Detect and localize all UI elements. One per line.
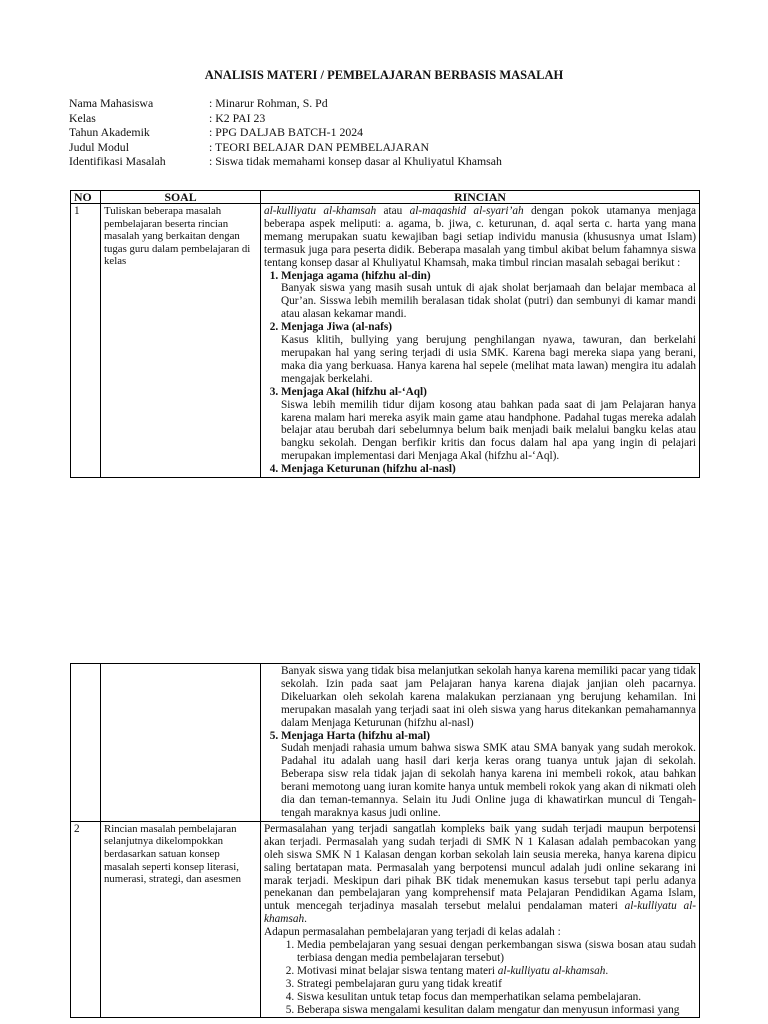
point-heading: Menjaga Jiwa (al-nafs) <box>281 321 393 334</box>
maqashid-list <box>264 730 696 820</box>
paragraph-text: . <box>304 913 307 926</box>
header-rincian: RINCIAN <box>261 191 700 204</box>
point-heading: Menjaga Akal (hifzhu al-‘Aql) <box>281 385 427 398</box>
info-label: Tahun Akademik <box>69 125 150 139</box>
paragraph-text: Permasalahan yang terjadi sangatlah kompleks baik yang sudah terjadi maupun berpotensi akan terjadi. Permasalah yang sudah terjadi di SMK N 1 Kalasan adalah pembacokan yang oleh siswa SMK N 1 Kalasan dengan korban sekolah lain seusia mereka, hanya karena dipicu saling bertatapan mata. Permasalah yang berpotensi muncul adalah judi online sekarang ini marak terjadi. Meskipun dari pihak BK tidak menemukan kasus tersebut tapi perlu adanya penekanan dan pembelajaran yang komprehensif mata Pelajaran Pendidikan Agama Islam, untuk mencegah terjadinya masalah tersebut melalui pendalaman materi <box>264 822 696 913</box>
student-info <box>69 96 502 169</box>
detail-cell <box>261 204 700 478</box>
point-desc: Kasus klitih, bullying yang berujung penghilangan nyawa, tawuran, dan berkelahi merupakan hal yang sering terjadi di usia SMK. Karena bagi mereka siapa yang berani, maka dia yang berkuasa. Hanya karena hal sepele (melihat mata lawan) mengira itu adalah mengajak berkelahi. <box>281 334 696 385</box>
list-item <box>281 386 696 463</box>
intro-term: al-kulliyatu al-khamsah <box>264 205 377 217</box>
list-item: 5. Beberapa siswa mengalami kesulitan dalam mengatur dan menyusun informasi yang <box>297 1004 696 1017</box>
info-label: Identifikasi Masalah <box>69 154 166 168</box>
header-no: NO <box>71 191 101 204</box>
row-number <box>71 664 101 822</box>
item-text: . <box>605 964 609 977</box>
info-row-year <box>69 125 502 140</box>
maqashid-list <box>264 665 696 730</box>
info-row-class <box>69 111 502 126</box>
list-item: 1. Media pembelajaran yang sesuai dengan perkembangan siswa (siswa bosan atau sudah terbiasa dengan media pembelajaran tersebut) <box>297 939 696 965</box>
list-intro: Adapun permasalahan pembelajaran yang terjadi di kelas adalah : <box>264 926 561 939</box>
info-row-module <box>69 140 502 155</box>
list-item <box>281 463 696 476</box>
info-value: : PPG DALJAB BATCH-1 2024 <box>209 125 364 139</box>
item-term: al-kulliyatu al-khamsah <box>497 964 606 977</box>
list-item <box>297 965 696 978</box>
list-item <box>281 730 696 820</box>
header-soal: SOAL <box>101 191 261 204</box>
info-label: Nama Mahasiswa <box>69 96 154 110</box>
problem-paragraph <box>264 823 696 926</box>
info-label: Kelas <box>69 110 96 125</box>
point-desc: Sudah menjadi rahasia umum bahwa siswa SMK atau SMA banyak yang sudah merokok. Padahal itu adalah uang hasil dari kerja keras orang tuanya untuk jajan di sekolah. Beberapa sisw rela tidak jajan di sekolah hanya karena ini membeli rokok, atau bahkan berani memotong uang iuran komite hanya untuk membeli rokok yang akan di nikmati oleh dia dan teman-temannya. Selain itu Judi Online juga di khawatirkan muncul di Tengah-tengah maraknya kasus judi online. <box>281 742 696 819</box>
analysis-table-page2 <box>70 663 700 1018</box>
detail-cell <box>261 664 700 822</box>
analysis-table-page1 <box>70 190 700 478</box>
table-row <box>71 664 700 822</box>
document-title: ANALISIS MATERI / PEMBELAJARAN BERBASIS MASALAH <box>204 68 564 82</box>
point-desc: Banyak siswa yang tidak bisa melanjutkan sekolah hanya karena memiliki pacar yang tidak sekolah. Izin pada saat jam Pelajaran hanya karena diajak janjian oleh pacarnya. Dikeluarkan oleh sekolah karena malakukan perzianaan yng berujung kehamilan. Ini merupakan masalah yang terjadi saat ini oleh siswa yang harus ditekankan pemahamannya dalam Menjaga Keturunan (hifzhu al-nasl) <box>281 665 696 729</box>
info-row-name <box>69 96 502 111</box>
info-row-problem <box>69 154 502 169</box>
point-heading: Menjaga agama (hifzhu al-din) <box>281 269 431 282</box>
intro-term: al-maqashid al-syari’ah <box>409 205 524 217</box>
point-heading: Menjaga Keturunan (hifzhu al-nasl) <box>281 463 456 476</box>
maqashid-list <box>264 270 696 477</box>
item-text: Motivasi minat belajar siswa tentang materi <box>297 964 498 977</box>
row-number: 2 <box>71 821 101 1018</box>
row-number: 1 <box>71 204 101 478</box>
list-item <box>281 270 696 322</box>
point-desc: Siswa lebih memilih tidur dijam kosong atau bahkan pada saat di jam Pelajaran hanya karena malam hari mereka asyik main game atau handphone. Padahal tugas mereka adalah belajar atau berubah dari sebelumnya belum baik menjadi baik melalui bangku kelas atau bangku sekolah. Dengan berfikir kritis dan focus dalam hal apa yang ingin di pelajari merupakan implementasi dari Menjaga Akal (hifzhu al-‘Aql). <box>281 398 696 463</box>
problem-list <box>264 939 696 1016</box>
table-row <box>71 821 700 1018</box>
info-value: : Siswa tidak memahami konsep dasar al Khuliyatul Khamsah <box>209 154 502 168</box>
list-item <box>281 665 696 730</box>
detail-cell <box>261 821 700 1018</box>
question-cell <box>101 664 261 822</box>
table-row <box>71 204 700 478</box>
info-label: Judul Modul <box>69 139 129 154</box>
point-desc: Banyak siswa yang masih susah untuk di ajak sholat berjamaah dan belajar membaca al Qur’an. Sisswa lebih memilih beralasan tidak sholat (putri) dan sembunyi di kamar mandi atau alasan kekamar mandi. <box>281 282 696 321</box>
table-header-row <box>71 191 700 204</box>
point-heading: Menjaga Harta (hifzhu al-mal) <box>281 729 431 742</box>
intro-text: atau <box>376 205 410 217</box>
list-item <box>281 321 696 386</box>
info-value: : TEORI BELAJAR DAN PEMBELAJARAN <box>209 139 429 154</box>
list-item: 4. Siswa kesulitan untuk tetap focus dan memperhatikan selama pembelajaran. <box>297 991 696 1004</box>
list-item: 3. Strategi pembelajaran guru yang tidak kreatif <box>297 978 696 991</box>
info-value: : K2 PAI 23 <box>209 110 266 125</box>
info-value: : Minarur Rohman, S. Pd <box>209 96 328 110</box>
intro-text: dengan pokok utamanya menjaga beberapa aspek meliputi: a. agama, b. jiwa, c. keturunan, d. aqal serta c. harta yang mana memang merupakan suatu kewajiban bagi setiap individu manusia (khususnya umat Islam) termasuk juga para peserta didik. Beberapa masalah yang timbul akibat belum fahamnya siswa tentang konsep dasar al Khuliyatul Khamsah, maka timbul rincian masalah sebagai berikut : <box>264 205 697 269</box>
question-cell: Rincian masalah pembelajaran selanjutnya dikelompokkan berdasarkan satuan konsep masalah seperti konsep literasi, numerasi, strategi, dan asesmen <box>101 821 261 1018</box>
question-cell: Tuliskan beberapa masalah pembelajaran beserta rincian masalah yang berkaitan dengan tugas guru dalam pembelajaran di kelas <box>101 204 261 478</box>
intro-paragraph <box>264 205 696 270</box>
paragraph-term: al-kulliyatu al-khamsah <box>264 900 696 926</box>
